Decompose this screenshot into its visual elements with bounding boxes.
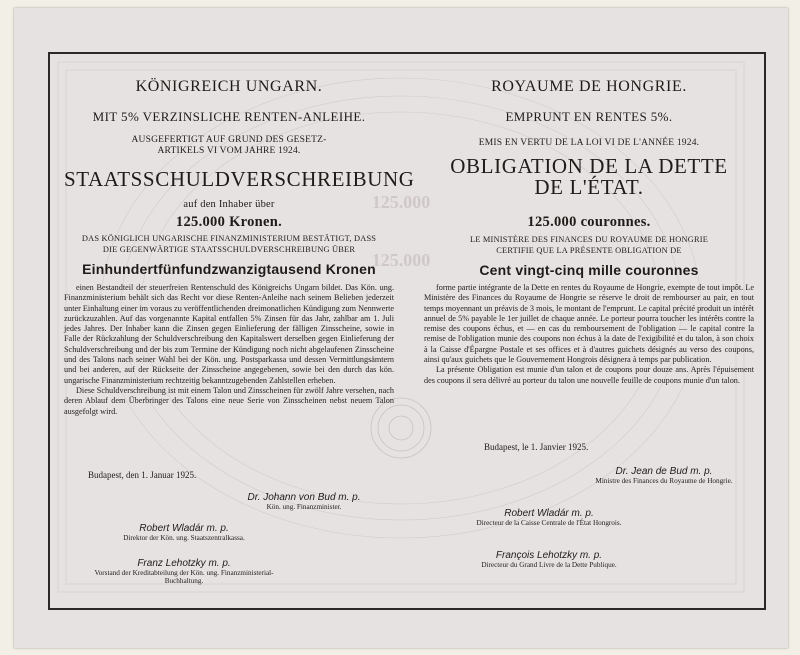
amount-figure: 125.000 couronnes.: [527, 214, 651, 230]
document-title-line1: OBLIGATION DE LA DETTE: [450, 154, 728, 178]
confirmation-line1: DAS KÖNIGLICH UNGARISCHE FINANZMINISTERIUM BESTÄTIGT, DASS: [81, 234, 377, 243]
signature-name: Franz Lehotzky m. p.: [137, 558, 231, 569]
signature-name: Robert Wladár m. p.: [139, 523, 229, 534]
signature-head-of-department: [454, 550, 644, 569]
kingdom-heading: KÖNIGREICH UNGARN.: [135, 78, 323, 95]
signature-director: [454, 508, 644, 527]
signature-director: [84, 523, 284, 542]
bond-certificate: [14, 8, 788, 648]
law-reference: EMIS EN VERTU DE LA LOI VI DE L'ANNÉE 1924.: [478, 138, 700, 148]
bearer-line: auf den Inhaber über: [183, 199, 275, 210]
confirmation-line2: CERTIFIE QUE LA PRÉSENTE OBLIGATION DE: [496, 246, 682, 255]
issue-date: Budapest, den 1. Januar 1925.: [88, 470, 197, 480]
signature-minister: [214, 492, 394, 511]
signature-name: François Lehotzky m. p.: [495, 550, 603, 561]
document-title-line2: DE L'ÉTAT.: [534, 175, 644, 199]
law-reference-line1: AUSGEFERTIGT AUF GRUND DES GESETZ-: [131, 135, 327, 145]
document-title: STAATSSCHULDVERSCHREIBUNG: [64, 167, 415, 191]
signature-title: Direktor der Kön. ung. Staatszentralkassa.: [123, 534, 245, 542]
document-frame: [48, 52, 766, 610]
terms-text: [64, 283, 394, 417]
svg-text:125.000: 125.000: [371, 250, 431, 270]
terms-paragraph: La présente Obligation est munie d'un talon et de coupons pour douze ans. Après l'épuisement des coupons il sera délivré au porteur du talon une nouvelle feuille de coupons munie d'un talon.: [424, 365, 754, 385]
amount-in-words: Cent vingt-cinq mille couronnes: [479, 262, 699, 278]
confirmation-line2: DIE GEGENWÄRTIGE STAATSSCHULDVERSCHREIBUNG ÜBER: [102, 245, 356, 254]
signature-name: Robert Wladár m. p.: [504, 508, 594, 519]
signature-head-of-department: [84, 558, 284, 586]
terms-text: [424, 283, 754, 386]
svg-text:125.000: 125.000: [371, 192, 431, 212]
terms-paragraph: einen Bestandteil der steuerfreien Rentenschuld des Königreichs Ungarn bildet. Das Kön. ung. Finanzministerium behält sich das Recht vor diese Renten-Anleihe nach seinem Belieben jederzeit unter Einhaltung einer im voraus zu veröffentlichenden dreimonatlichen Kündigung zum Nennwerte zurückzuzahlen. Auf das vorgenannte Kapital entfallen 5% Zinsen für das Jahr, zahlbar am 1. Juli jedes Jahres. Der Inhaber kann die Zinsen gegen Einlieferung der fälligen Zinsscheine, sowie in Falle der Rückzahlung der Schuldverschreibung den Kapitalswert derselben gegen Einlieferung der Schuldverschreibung und der bis zum Termine der Kündigung noch nicht abgelaufenen Zinsscheine und des Talons nach seiner Wahl bei der Kön. ung. Postsparkassa und dessen Vermittlungsämtern und bei anderen, auf der Rückseite der Zinsscheine angegebenen, sowie bei den durch das kön. ungarische Finanzministerium rechtzeitig bekanntzugebenden Zahlstellen erheben.: [64, 283, 394, 385]
amount-figure: 125.000 Kronen.: [175, 214, 283, 230]
kingdom-heading: ROYAUME DE HONGRIE.: [491, 78, 687, 95]
signature-name: Dr. Johann von Bud m. p.: [247, 492, 361, 503]
loan-heading: EMPRUNT EN RENTES 5%.: [505, 109, 673, 124]
confirmation-line1: LE MINISTÈRE DES FINANCES DU ROYAUME DE HONGRIE: [469, 235, 709, 244]
signature-title: Directeur de la Caisse Centrale de l'État Hongrois.: [476, 519, 622, 527]
terms-paragraph: forme partie intégrante de la Dette en rentes du Royaume de Hongrie, exempte de tout impôt. Le Ministère des Finances du Royaume de Hongrie se réserve le droit de rembourser au pair, en tout temps moyennant un préavis de 3 mois, le montant de l'emprunt. Le capital précité produit un intérêt annuel de 5% payable le 1er juillet de chaque année. Le porteur pourra toucher les intérêts contre la remise des coupons échus, et — en cas du remboursement de l'obligation — le capital contre la remise de l'obligation munie des coupons non échus à la date de l'exigibilité et du talon, à son choix à la Caisse d'Épargne Postale et ses offices et à d'autres guichets désignés au verso des coupons, ainsi qu'aux guichets que le Gouvernement Hongrois désignera à temps par publication.: [424, 283, 754, 365]
signature-title: Directeur du Grand Livre de la Dette Publique.: [481, 561, 617, 569]
law-reference-line2: ARTIKELS VI VOM JAHRE 1924.: [157, 146, 301, 156]
loan-heading: MIT 5% VERZINSLICHE RENTEN-ANLEIHE.: [92, 109, 366, 124]
terms-paragraph: Diese Schuldverschreibung ist mit einem Talon und Zinsscheinen für zwölf Jahre versehen, nach deren Ablauf dem Überbringer des Talons eine neue Serie von Zinsscheinen nebst neuem Talon ausgefolgt wird.: [64, 385, 394, 416]
signature-title: Kön. ung. Finanzminister.: [266, 503, 342, 511]
signature-name: Dr. Jean de Bud m. p.: [615, 466, 713, 477]
signature-title: Ministre des Finances du Royaume de Hongrie.: [595, 477, 733, 485]
issue-date: Budapest, le 1. Janvier 1925.: [484, 442, 589, 452]
signature-minister: [574, 466, 754, 485]
amount-in-words: Einhundertfünfundzwanzigtausend Kronen: [82, 261, 376, 277]
signature-title: Vorstand der Kreditabteilung der Kön. ung. Finanzministerial-Buchhaltung.: [94, 569, 274, 586]
